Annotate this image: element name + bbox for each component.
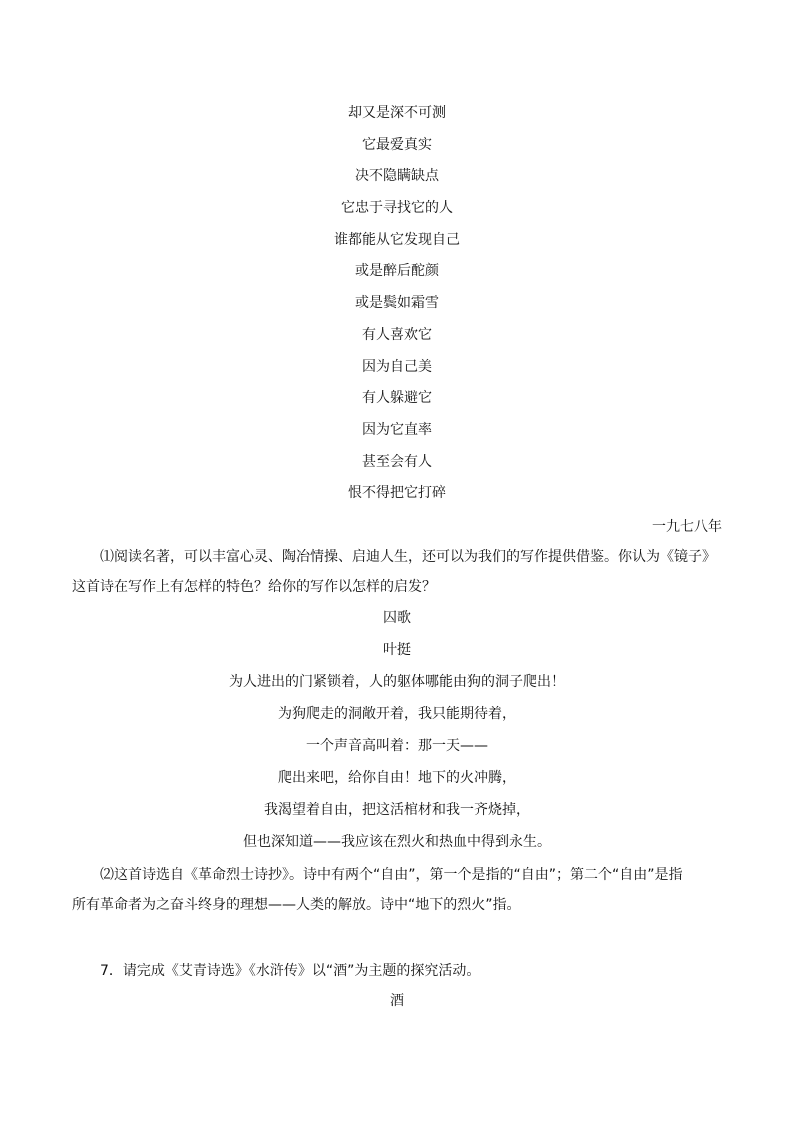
poem-line: 甚至会有人 — [362, 453, 432, 470]
poem-line: 但也深知道——我应该在烈火和热血中得到永生。 — [243, 834, 551, 850]
question-1 — [72, 542, 722, 602]
poem-line: 决不隐瞒缺点 — [355, 168, 439, 185]
poem-line: 因为自己美 — [362, 358, 432, 375]
question-2-line-2: 所有革命者为之奋斗终身的理想——人类的解放。诗中“地下的烈火”指。 — [72, 897, 521, 913]
poem-line: 爬出来吧，给你自由！地下的火冲腾， — [278, 770, 516, 786]
poem-line: 为人进出的门紧锁着，人的躯体哪能由狗的洞子爬出！ — [229, 674, 565, 690]
question-1-line-2: 这首诗在写作上有怎样的特色？给你的写作以怎样的启发？ — [72, 579, 436, 595]
poem-line: 恨不得把它打碎 — [348, 485, 446, 502]
poem-line: 我渴望着自由，把这活棺材和我一齐烧掉， — [264, 802, 530, 818]
poem-line: 为狗爬走的洞敞开着，我只能期待着， — [278, 706, 516, 722]
poem-line: 因为它直率 — [362, 421, 432, 438]
poem-line: 一个声音高叫着：那一天—— — [306, 738, 488, 754]
poem-line: 它最爱真实 — [362, 136, 432, 153]
question-2-line-1: ⑵这首诗选自《革命烈士诗抄》。诗中有两个“自由”，第一个是指的“自由”；第二个“自由”是指 — [100, 867, 683, 883]
poem-line: 有人喜欢它 — [362, 326, 432, 343]
poem-prison-song — [0, 602, 794, 858]
poem-line: 有人躲避它 — [362, 390, 432, 407]
question-7: 7．请完成《艾青诗选》《水浒传》以“酒”为主题的探究活动。 — [100, 963, 481, 979]
section-title: 酒 — [390, 993, 404, 1009]
question-2 — [72, 860, 722, 920]
poem-title: 囚歌 — [383, 610, 411, 626]
poem-mirror — [0, 98, 794, 510]
question-1-line-1: ⑴阅读名著，可以丰富心灵、陶冶情操、启迪人生，还可以为我们的写作提供借鉴。你认为《镜子》 — [100, 549, 716, 565]
poem-line: 或是鬓如霜雪 — [355, 295, 439, 312]
poem-author: 叶挺 — [383, 642, 411, 658]
poem-date: 一九七八年 — [652, 519, 722, 535]
poem-line: 或是醉后酡颜 — [355, 263, 439, 280]
poem-line: 却又是深不可测 — [348, 105, 446, 121]
poem-line: 谁都能从它发现自己 — [334, 231, 460, 248]
poem-line: 它忠于寻找它的人 — [341, 200, 453, 217]
